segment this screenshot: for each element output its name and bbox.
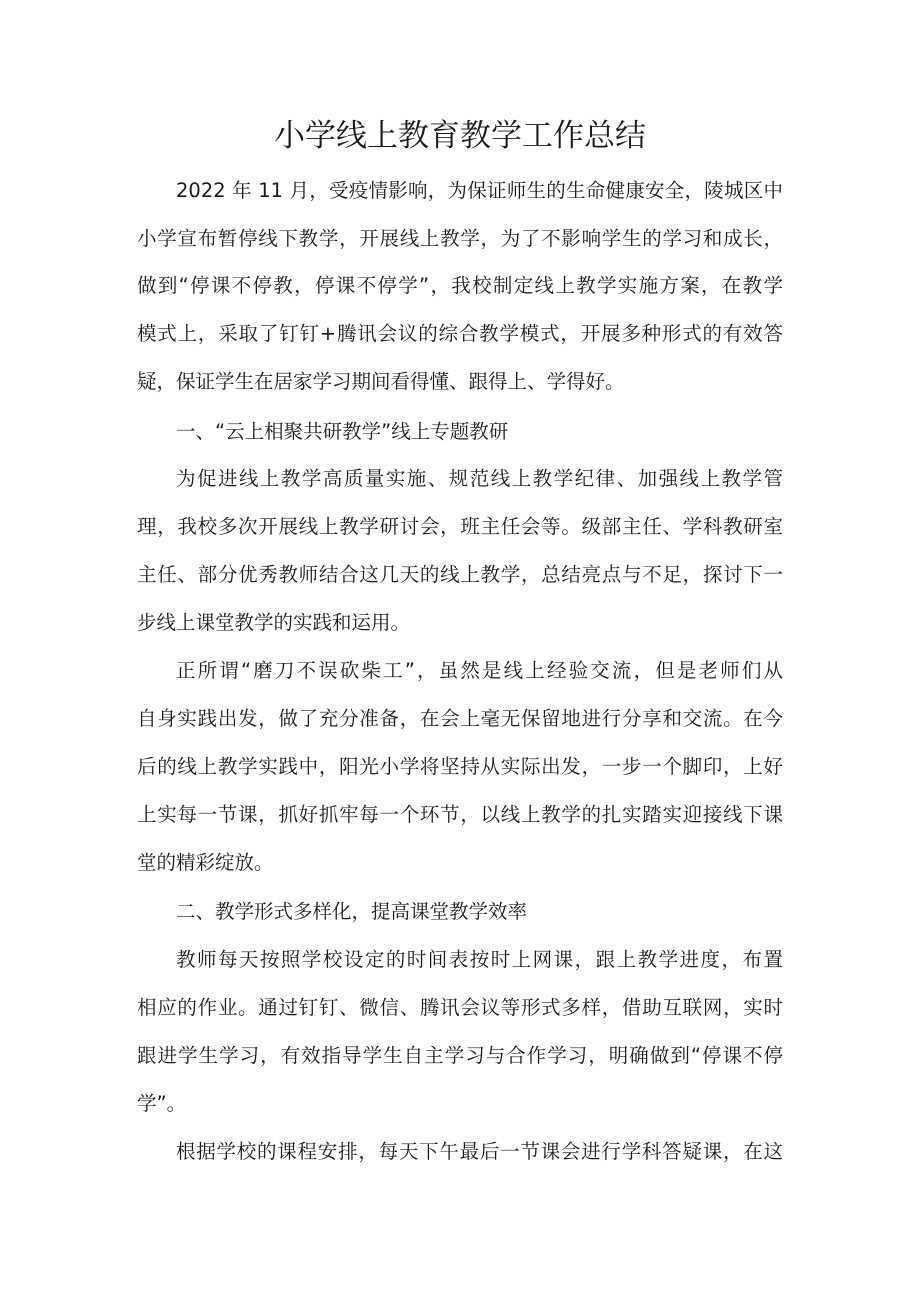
paragraph-line: 后的线上教学实践中，阳光小学将坚持从实际出发，一步一个脚印，上好 [137,755,783,778]
paragraph-line: 相应的作业。通过钉钉、微信、腾讯会议等形式多样，借助互联网，实时 [137,996,783,1019]
paragraph-line: 疑，保证学生在居家学习期间看得懂、跟得上、学得好。 [137,370,625,393]
paragraph-line: 理，我校多次开展线上教学研讨会，班主任会等。级部主任、学科教研室 [137,515,783,538]
paragraph-line: 自身实践出发，做了充分准备，在会上毫无保留地进行分享和交流。在今 [137,707,783,730]
paragraph-line: 小学宣布暂停线下教学，开展线上教学，为了不影响学生的学习和成长， [137,227,783,250]
paragraph-line: 上实每一节课，抓好抓牢每一个环节，以线上教学的扎实踏实迎接线下课 [137,803,783,826]
paragraph-line: 根据学校的课程安排，每天下午最后一节课会进行学科答疑课，在这 [176,1140,783,1163]
section-heading: 二、教学形式多样化，提高课堂教学效率 [176,900,528,923]
paragraph-line: 正所谓“磨刀不误砍柴工”，虽然是线上经验交流，但是老师们从 [176,659,783,682]
paragraph-line: 步线上课堂教学的实践和运用。 [137,611,411,634]
paragraph-line: 教师每天按照学校设定的时间表按时上网课，跟上教学进度，布置 [176,948,783,971]
paragraph-line: 主任、部分优秀教师结合这几天的线上教学，总结亮点与不足，探讨下一 [137,563,783,586]
paragraph-line: 模式上，采取了钉钉+腾讯会议的综合教学模式，开展多种形式的有效答 [137,322,783,345]
paragraph-line: 堂的精彩绽放。 [137,851,274,874]
paragraph-line: 跟进学生学习，有效指导学生自主学习与合作学习，明确做到“停课不停 [137,1044,783,1067]
paragraph-line: 学”。 [137,1092,187,1115]
paragraph-line: 为促进线上教学高质量实施、规范线上教学纪律、加强线上教学管 [176,467,783,490]
document-title: 小学线上教育教学工作总结 [274,118,646,154]
paragraph-line: 做到“停课不停教，停课不停学”，我校制定线上教学实施方案，在教学 [137,274,783,297]
paragraph-line: 2022 年 11 月，受疫情影响，为保证师生的生命健康安全，陵城区中 [176,179,783,202]
section-heading: 一、“云上相聚共研教学”线上专题教研 [176,420,509,443]
